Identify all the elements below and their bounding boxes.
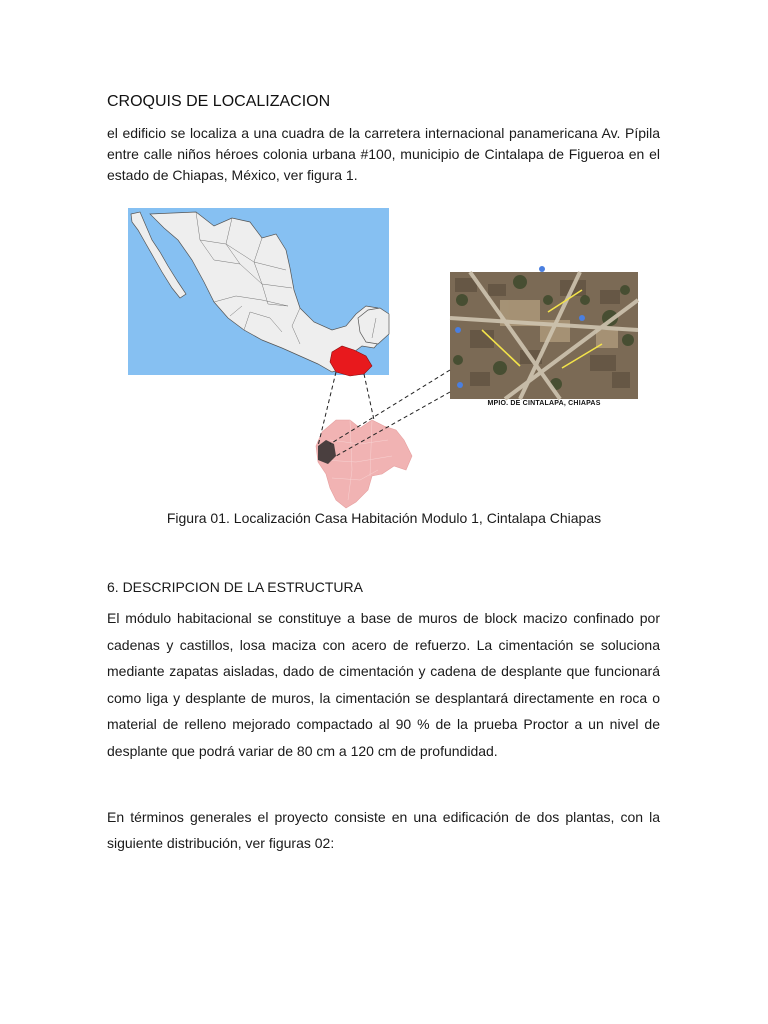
intro-paragraph: el edificio se localiza a una cuadra de la carretera internacional panamericana Av. Pípila entre calle niños héroes colonia urbana #100, municipio de Cintalapa de Figueroa en el estado de Chiapas, México, ver figura 1.	[107, 125, 660, 183]
satellite-image	[450, 266, 638, 399]
chiapas-outline	[316, 420, 412, 508]
state-borders	[196, 212, 376, 344]
structure-description: El módulo habitacional se constituye a base de muros de block macizo confinado por cadenas y castillos, losa maciza con acero de refuerzo. La cimentación se soluciona mediante zapatas aisladas, dado de cimentación y cadena de desplante que funcionará como liga y desplante de muros, la cimentación se desplantará directamente en roca o material de relleno mejorado compactado al 90 % de la prueba Proctor a un nivel de desplante que podrá variar de 80 cm a 120 cm de profundidad.	[107, 610, 660, 759]
mexico-map	[128, 208, 389, 376]
satellite-caption: MPIO. DE CINTALAPA, CHIAPAS	[487, 400, 601, 407]
ocean-background	[128, 208, 389, 375]
document-heading: CROQUIS DE LOCALIZACION	[107, 93, 331, 110]
figure-caption: Figura 01. Localización Casa Habitación Modulo 1, Cintalapa Chiapas	[166, 510, 602, 526]
chiapas-highlight	[330, 346, 372, 376]
mainland-mexico	[150, 212, 386, 372]
baja-california	[131, 212, 186, 298]
section-title: 6. DESCRIPCION DE LA ESTRUCTURA	[107, 579, 363, 595]
cintalapa-municipality	[318, 440, 336, 464]
general-description: En términos generales el proyecto consiste en una edificación de dos plantas, con la siguiente distribución, ver figuras 02:	[107, 809, 660, 851]
connector-lines	[318, 370, 450, 456]
chiapas-state-detail	[316, 420, 412, 508]
yucatan-peninsula	[358, 308, 389, 344]
